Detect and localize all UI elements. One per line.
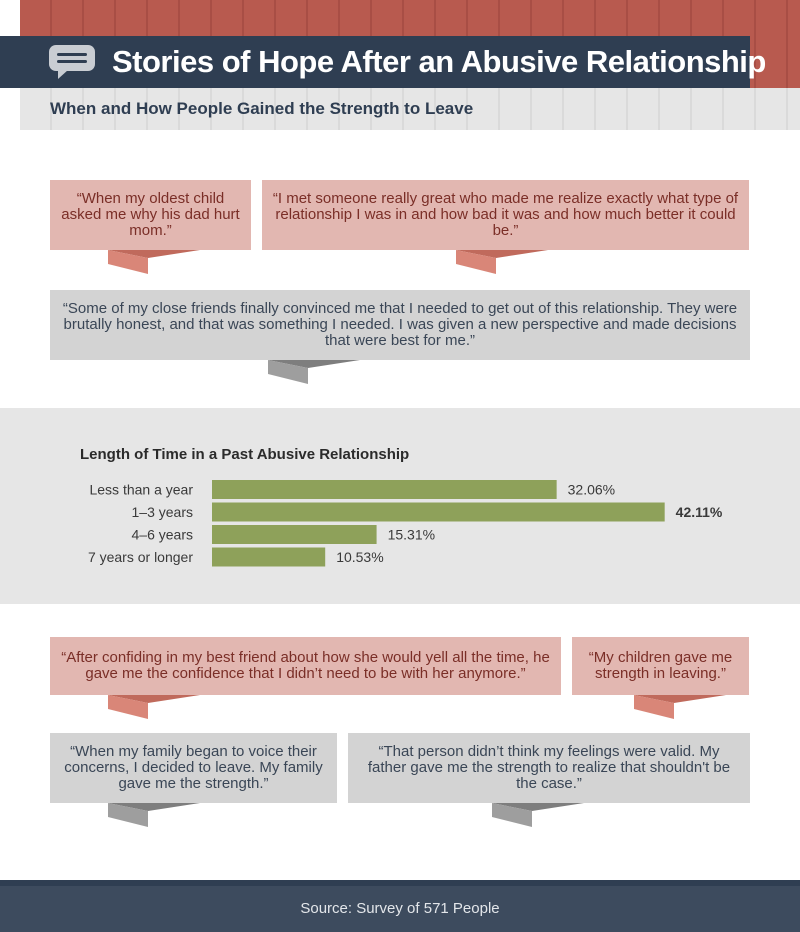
quote-text: “After confiding in my best friend about how she would yell all the time, he gave me the confidence that I didn’t need to be with her anymore.”: [61, 649, 550, 682]
chat-bubble-icon: [48, 44, 96, 80]
category-label: 1–3 years: [131, 504, 193, 520]
quote-text: “That person didn’t think my feelings were valid. My father gave me the strength to realize that shouldn't be the case.”: [367, 743, 731, 792]
bar: [212, 480, 557, 499]
quote-bubble: [50, 180, 251, 250]
quote-tail: [108, 250, 200, 274]
category-label: 4–6 years: [131, 526, 193, 543]
quote-bubble: [50, 637, 561, 695]
quote-bubble: [348, 733, 750, 803]
quote-bubble: [262, 180, 749, 250]
quote-bubble: [50, 733, 337, 803]
quote-bubble: [50, 290, 750, 360]
quote-text: “When my oldest child asked me why his dad hurt mom.”: [61, 190, 240, 239]
bar: [212, 548, 325, 567]
quote-tail: [492, 803, 584, 827]
quote-tail: [634, 695, 726, 719]
quote-tail: [108, 695, 200, 719]
category-label: 7 years or longer: [87, 549, 193, 565]
quote-bubble: [572, 637, 749, 695]
quote-text: “Some of my close friends finally convinced me that I needed to get out of this relationship. They were brutally honest, and that was something I needed. I was given a new perspective and made decisions that were best for me.”: [62, 300, 738, 349]
quote-text: “My children gave me strength in leaving.”: [588, 649, 733, 682]
quote-tail: [456, 250, 548, 274]
page-title: Stories of Hope After an Abusive Relationship: [112, 44, 766, 79]
chart-title: Length of Time in a Past Abusive Relationship: [80, 446, 410, 463]
value-label: 42.11%: [675, 504, 723, 520]
value-label: 15.31%: [387, 526, 436, 543]
page-subtitle: When and How People Gained the Strength to Leave: [50, 99, 474, 118]
quote-tail: [108, 803, 200, 827]
bar: [212, 503, 665, 522]
category-label: Less than a year: [89, 481, 193, 498]
bar: [212, 525, 377, 544]
bar-chart: [0, 470, 800, 580]
quote-tail: [268, 360, 360, 384]
quote-text: “When my family began to voice their concerns, I decided to leave. My family gave me the strength.”: [64, 743, 323, 792]
value-label: 10.53%: [336, 549, 384, 565]
source-note: Source: Survey of 571 People: [300, 900, 500, 917]
value-label: 32.06%: [567, 481, 616, 498]
quote-text: “I met someone really great who made me realize exactly what type of relationship I was in and how bad it was and how much better it could be.”: [272, 190, 739, 239]
